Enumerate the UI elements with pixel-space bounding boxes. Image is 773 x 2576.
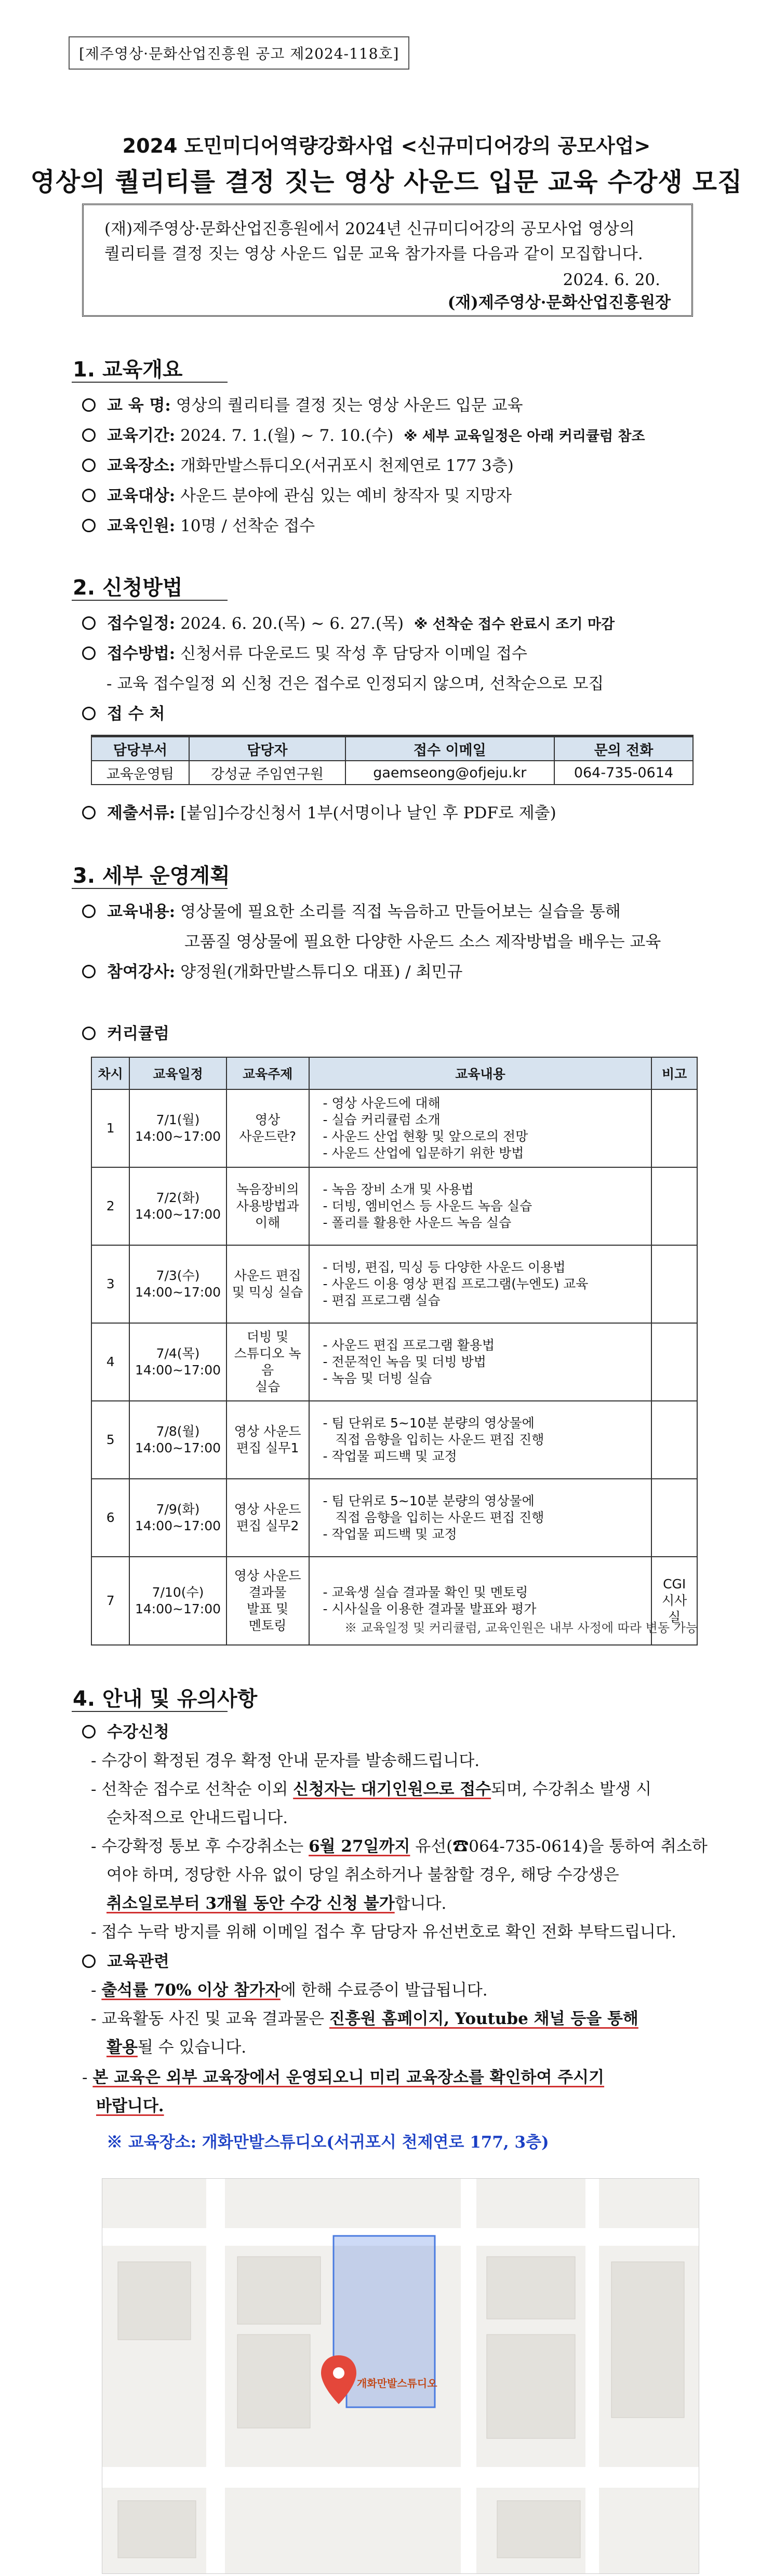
intro-line-2: 퀄리티를 결정 짓는 영상 사운드 입문 교육 참가자를 다음과 같이 모집합니다. bbox=[104, 245, 643, 263]
contact-person: 강성균 주임연구원 bbox=[189, 761, 345, 785]
session-date: 7/1(월) 14:00~17:00 bbox=[129, 1089, 226, 1167]
overview-target: 교육대상: 사운드 분야에 관심 있는 예비 창작자 및 지망자 bbox=[82, 482, 512, 506]
session-content: - 영상 사운드에 대해 - 실습 커리큘럼 소개 - 사운드 산업 현황 및 앞으로의 전망 - 사운드 산업에 입문하기 위한 방법 bbox=[309, 1089, 652, 1167]
edu-note-3: - 본 교육은 외부 교육장에서 운영되오니 미리 교육장소를 확인하여 주시기 bbox=[82, 2068, 605, 2087]
curriculum-note: ※ 교육일정 및 커리큘럼, 교육인원은 내부 사정에 따라 변동 가능 bbox=[344, 1621, 698, 1635]
session-content: - 사운드 편집 프로그램 활용법 - 전문적인 녹음 및 더빙 방법 - 녹음 및 더빙 실습 bbox=[309, 1323, 652, 1401]
session-no: 5 bbox=[91, 1401, 129, 1479]
table-row bbox=[91, 1245, 697, 1323]
map-building bbox=[487, 2335, 575, 2438]
map-road bbox=[461, 2179, 476, 2573]
section-2-rule bbox=[72, 600, 228, 601]
curriculum-header-content: 교육내용 bbox=[309, 1057, 652, 1089]
circle-bullet-icon bbox=[82, 616, 96, 630]
session-topic: 더빙 및 스튜디오 녹음 실습 bbox=[226, 1323, 309, 1401]
intro-org: (재)제주영상·문화산업진흥원장 bbox=[447, 293, 671, 312]
circle-bullet-icon bbox=[82, 905, 96, 918]
apply-period: 접수일정: 2024. 6. 20.(목) ~ 6. 27.(목) ※ 선착순 접수 완료시 조기 마감 bbox=[82, 610, 615, 633]
section-1-heading: 1. 교육개요 bbox=[73, 358, 183, 382]
table-row bbox=[91, 1323, 697, 1401]
session-no: 3 bbox=[91, 1245, 129, 1323]
table-row bbox=[91, 1479, 697, 1557]
edu-note-3b: 바랍니다. bbox=[96, 2097, 164, 2115]
session-content: - 교육생 실습 결과물 확인 및 멘토링 - 시사실을 이용한 결과물 발표와 평가 bbox=[309, 1557, 652, 1645]
session-remark bbox=[651, 1479, 697, 1557]
contact-header-person: 담당자 bbox=[189, 736, 345, 761]
enroll-note-3: - 수강확정 통보 후 수강취소는 6월 27일까지 유선(☎064-735-0614)을 통하여 취소하 bbox=[91, 1837, 708, 1856]
session-no: 2 bbox=[91, 1167, 129, 1245]
session-date: 7/8(월) 14:00~17:00 bbox=[129, 1401, 226, 1479]
enroll-note-2b: 순차적으로 안내드립니다. bbox=[106, 1809, 288, 1827]
session-remark bbox=[651, 1245, 697, 1323]
session-date: 7/3(수) 14:00~17:00 bbox=[129, 1245, 226, 1323]
session-content: - 녹음 장비 소개 및 사용법 - 더빙, 엠비언스 등 사운드 녹음 실습 - 폴리를 활용한 사운드 녹음 실습 bbox=[309, 1167, 652, 1245]
session-no: 1 bbox=[91, 1089, 129, 1167]
edu-note-1: - 출석률 70% 이상 참가자에 한해 수료증이 발급됩니다. bbox=[91, 1981, 488, 2000]
enroll-note-4: - 접수 누락 방지를 위해 이메일 접수 후 담당자 유선번호로 확인 전화 부탁드립니다. bbox=[91, 1923, 676, 1941]
table-row bbox=[91, 1167, 697, 1245]
apply-documents: 제출서류: [붙임]수강신청서 1부(서명이나 날인 후 PDF로 제출) bbox=[82, 800, 556, 823]
session-topic: 영상 사운드 편집 실무1 bbox=[226, 1401, 309, 1479]
curriculum-label: 커리큘럼 bbox=[82, 1020, 169, 1044]
section-1-rule bbox=[72, 382, 228, 383]
notice-number: [제주영상·문화산업진흥원 공고 제2024-118호] bbox=[69, 36, 409, 70]
session-remark bbox=[651, 1167, 697, 1245]
map-building bbox=[497, 2501, 580, 2558]
map-pin-label: 개화만발스튜디오 bbox=[357, 2377, 437, 2390]
map-building bbox=[118, 2262, 191, 2340]
circle-bullet-icon bbox=[82, 1027, 96, 1040]
session-remark bbox=[651, 1323, 697, 1401]
page-title: 영상의 퀄리티를 결정 짓는 영상 사운드 입문 교육 수강생 모집 bbox=[30, 167, 743, 197]
map-building bbox=[611, 2262, 684, 2418]
session-topic: 사운드 편집 및 믹싱 실습 bbox=[226, 1245, 309, 1323]
map-building bbox=[118, 2501, 196, 2558]
enroll-note-3b: 여야 하며, 정당한 사유 없이 당일 취소하거나 불참할 경우, 해당 수강생은 bbox=[106, 1866, 619, 1884]
circle-bullet-icon bbox=[82, 707, 96, 720]
apply-contact-label: 접 수 처 bbox=[82, 700, 165, 724]
session-topic: 영상 사운드 편집 실무2 bbox=[226, 1479, 309, 1557]
map-building bbox=[237, 2335, 310, 2428]
session-date: 7/2(화) 14:00~17:00 bbox=[129, 1167, 226, 1245]
session-content: - 팀 단위로 5~10분 분량의 영상물에 직접 음향을 입히는 사운드 편집 진행 - 작업물 피드백 및 교정 bbox=[309, 1479, 652, 1557]
session-content: - 팀 단위로 5~10분 분량의 영상물에 직접 음향을 입히는 사운드 편집 진행 - 작업물 피드백 및 교정 bbox=[309, 1401, 652, 1479]
contact-phone[interactable]: 064-735-0614 bbox=[554, 761, 693, 785]
map-road bbox=[585, 2179, 599, 2573]
intro-box bbox=[82, 204, 693, 317]
circle-bullet-icon bbox=[82, 458, 96, 472]
curriculum-header-date: 교육일정 bbox=[129, 1057, 226, 1089]
contact-header-email: 접수 이메일 bbox=[345, 736, 554, 761]
venue-map[interactable] bbox=[102, 2178, 699, 2574]
session-topic: 영상 사운드 결과물 발표 및 멘토링 bbox=[226, 1557, 309, 1645]
edu-note-2: - 교육활동 사진 및 교육 결과물은 진흥원 홈페이지, Youtube 채널 등을 통해 bbox=[91, 2009, 638, 2028]
overview-capacity: 교육인원: 10명 / 선착순 접수 bbox=[82, 512, 315, 536]
circle-bullet-icon bbox=[82, 806, 96, 819]
intro-line-1: (재)제주영상·문화산업진흥원에서 2024년 신규미디어강의 공모사업 영상의 bbox=[104, 220, 635, 238]
apply-method: 접수방법: 신청서류 다운로드 및 작성 후 담당자 이메일 접수 bbox=[82, 640, 527, 664]
plan-instructor: 참여강사: 양정원(개화만발스튜디오 대표) / 최민규 bbox=[82, 959, 462, 982]
session-topic: 영상 사운드란? bbox=[226, 1089, 309, 1167]
curriculum-header-topic: 교육주제 bbox=[226, 1057, 309, 1089]
table-row bbox=[91, 1401, 697, 1479]
section-3-heading: 3. 세부 운영계획 bbox=[73, 864, 230, 888]
circle-bullet-icon bbox=[82, 965, 96, 978]
contact-header-phone: 문의 전화 bbox=[554, 736, 693, 761]
section-3-rule bbox=[72, 888, 228, 889]
session-remark bbox=[651, 1089, 697, 1167]
apply-method-note: - 교육 접수일정 외 신청 건은 접수로 인정되지 않으며, 선착순으로 모집 bbox=[106, 675, 604, 693]
circle-bullet-icon bbox=[82, 489, 96, 502]
session-date: 7/10(수) 14:00~17:00 bbox=[129, 1557, 226, 1645]
enroll-note-2: - 선착순 접수로 선착순 이외 신청자는 대기인원으로 접수되며, 수강취소 발생 시 bbox=[91, 1780, 652, 1799]
circle-bullet-icon bbox=[82, 646, 96, 660]
circle-bullet-icon bbox=[82, 1725, 96, 1738]
curriculum-table bbox=[91, 1057, 698, 1646]
circle-bullet-icon bbox=[82, 1954, 96, 1968]
circle-bullet-icon bbox=[82, 398, 96, 412]
contact-dept: 교육운영팀 bbox=[91, 761, 189, 785]
enroll-note-3c: 취소일로부터 3개월 동안 수강 신청 불가합니다. bbox=[106, 1894, 447, 1913]
overview-period: 교육기간: 2024. 7. 1.(월) ~ 7. 10.(수) ※ 세부 교육일정은 아래 커리큘럼 참조 bbox=[82, 422, 645, 446]
session-no: 4 bbox=[91, 1323, 129, 1401]
contact-email[interactable]: gaemseong@ofjeju.kr bbox=[345, 761, 554, 785]
map-building bbox=[237, 2257, 321, 2324]
location-pin-dot bbox=[333, 2367, 344, 2379]
session-topic: 녹음장비의 사용방법과 이해 bbox=[226, 1167, 309, 1245]
edu-label: 교육관련 bbox=[82, 1948, 169, 1972]
session-content: - 더빙, 편집, 믹싱 등 다양한 사운드 이용법 - 사운드 이용 영상 편집 프로그램(누엔도) 교육 - 편집 프로그램 실습 bbox=[309, 1245, 652, 1323]
contact-header-dept: 담당부서 bbox=[91, 736, 189, 761]
program-subtitle: 2024 도민미디어역량강화사업 <신규미디어강의 공모사업> bbox=[122, 134, 651, 157]
contact-table bbox=[91, 735, 694, 785]
section-4-heading: 4. 안내 및 유의사항 bbox=[73, 1687, 258, 1711]
enroll-label: 수강신청 bbox=[82, 1719, 169, 1742]
session-date: 7/4(목) 14:00~17:00 bbox=[129, 1323, 226, 1401]
overview-title: 교 육 명: 영상의 퀄리티를 결정 짓는 영상 사운드 입문 교육 bbox=[82, 392, 523, 415]
circle-bullet-icon bbox=[82, 428, 96, 442]
curriculum-header-no: 차시 bbox=[91, 1057, 129, 1089]
session-no: 7 bbox=[91, 1557, 129, 1645]
session-remark: CGI 시사실 bbox=[651, 1557, 697, 1645]
session-no: 6 bbox=[91, 1479, 129, 1557]
circle-bullet-icon bbox=[82, 519, 96, 532]
intro-date: 2024. 6. 20. bbox=[563, 271, 660, 289]
curriculum-header-remark: 비고 bbox=[651, 1057, 697, 1089]
plan-content: 교육내용: 영상물에 필요한 소리를 직접 녹음하고 만들어보는 실습을 통해 bbox=[82, 898, 621, 922]
session-date: 7/9(화) 14:00~17:00 bbox=[129, 1479, 226, 1557]
session-remark bbox=[651, 1401, 697, 1479]
section-2-heading: 2. 신청방법 bbox=[73, 576, 183, 600]
edu-note-2b: 활용될 수 있습니다. bbox=[106, 2038, 247, 2057]
section-4-rule bbox=[72, 1711, 228, 1712]
map-building bbox=[487, 2257, 575, 2319]
enroll-note-1: - 수강이 확정된 경우 확정 안내 문자를 발송해드립니다. bbox=[91, 1751, 480, 1770]
venue-note: ※ 교육장소: 개화만발스튜디오(서귀포시 천제연로 177, 3층) bbox=[106, 2133, 549, 2152]
plan-content-2: 고품질 영상물에 필요한 다양한 사운드 소스 제작방법을 배우는 교육 bbox=[184, 933, 661, 951]
map-road bbox=[206, 2179, 225, 2573]
overview-venue: 교육장소: 개화만발스튜디오(서귀포시 천제연로 177 3층) bbox=[82, 452, 514, 476]
map-road bbox=[102, 2467, 699, 2488]
table-row bbox=[91, 1089, 697, 1167]
